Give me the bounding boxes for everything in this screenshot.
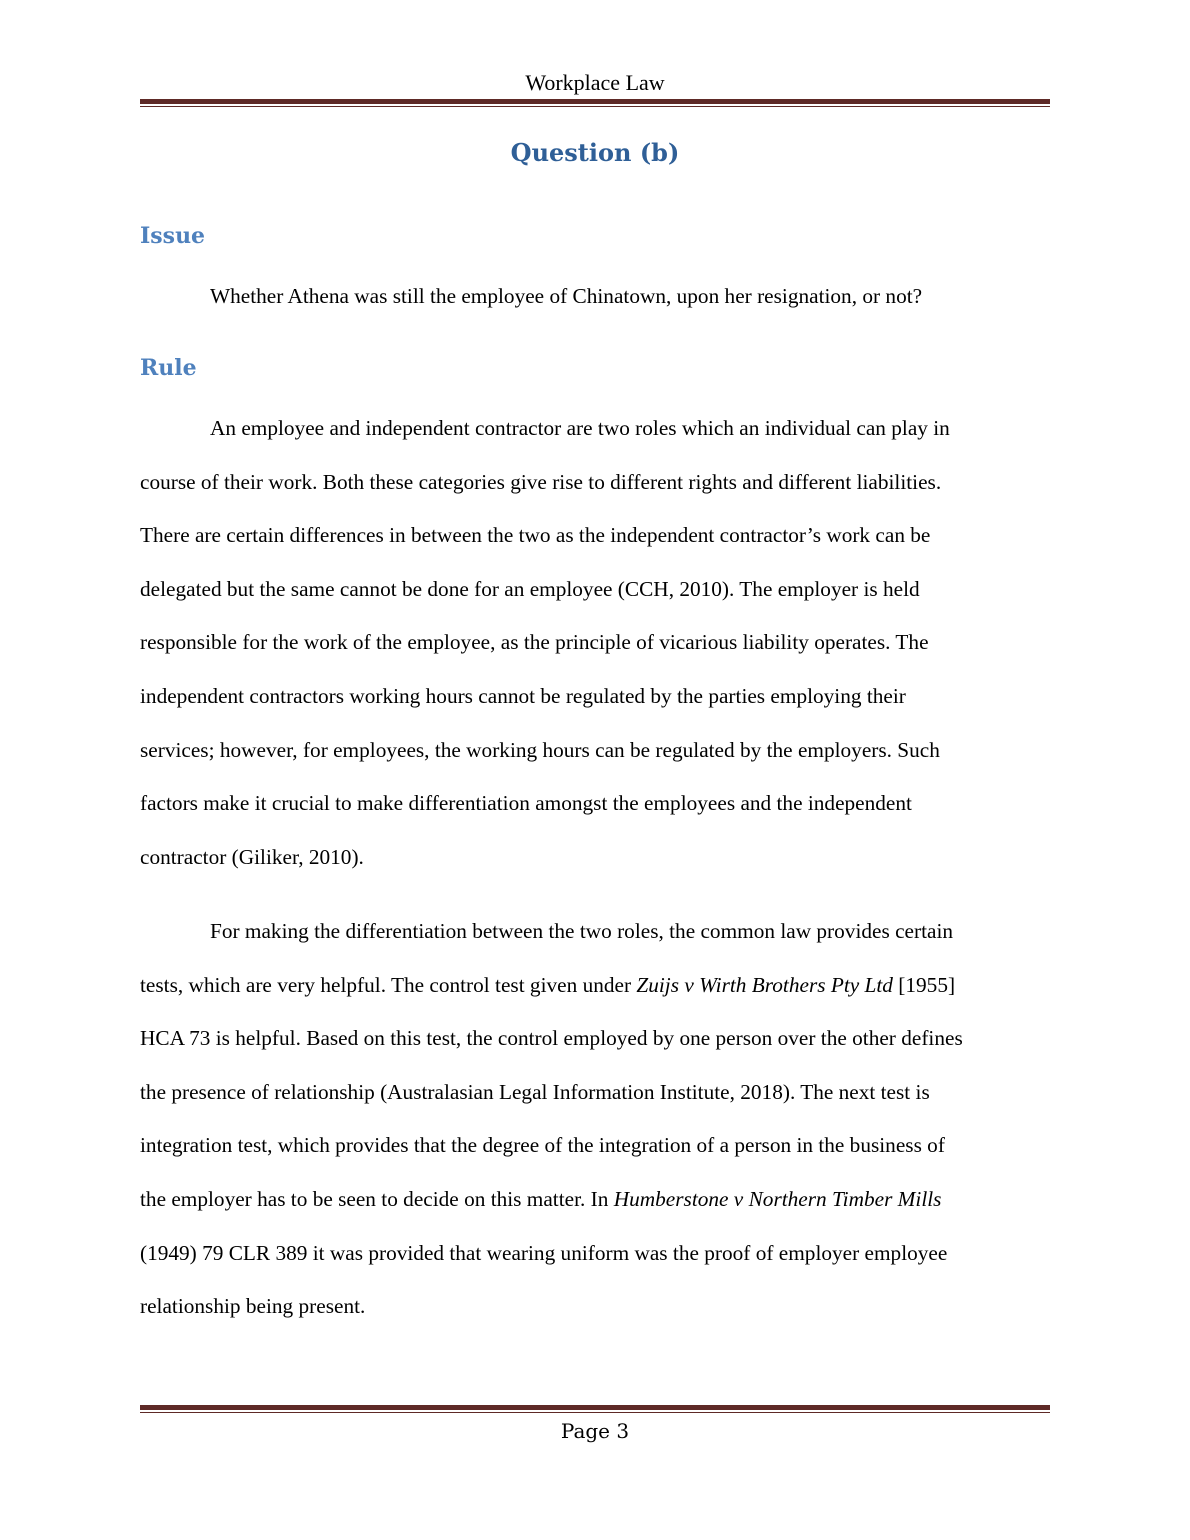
- issue-heading: Issue: [140, 223, 206, 249]
- running-header: Workplace Law: [525, 70, 665, 95]
- paragraph-line: relationship being present.: [140, 1294, 366, 1319]
- paragraph-line: the presence of relationship (Australasian Legal Information Institute, 2018). The next test is: [140, 1079, 930, 1104]
- paragraph-line: [140, 1186, 1050, 1240]
- paragraph-line: responsible for the work of the employee, as the principle of vicarious liability operates. The: [140, 630, 929, 655]
- issue-paragraph: [140, 283, 1050, 337]
- paragraph-line: [140, 972, 1050, 1026]
- page-number: Page 3: [560, 1419, 630, 1443]
- rule-heading: Rule: [140, 355, 197, 381]
- text-run: [1955]: [892, 972, 956, 997]
- paragraph-line: There are certain differences in between the two as the independent contractor’s work can be: [140, 523, 931, 548]
- paragraph-line: independent contractors working hours cannot be regulated by the parties employing their: [140, 683, 906, 708]
- rule-paragraph-2: [140, 918, 1050, 1347]
- header-rule: [140, 99, 1050, 107]
- paragraph-line: (1949) 79 CLR 389 it was provided that wearing uniform was the proof of employer employee: [140, 1240, 948, 1265]
- paragraph-line: services; however, for employees, the working hours can be regulated by the employers. Such: [140, 737, 940, 762]
- text-run: tests, which are very helpful. The control test given under: [140, 972, 637, 997]
- issue-text: Whether Athena was still the employee of Chinatown, upon her resignation, or not?: [210, 284, 923, 308]
- paragraph-line: contractor (Giliker, 2010).: [140, 844, 364, 869]
- rule-paragraph-1: [140, 415, 1050, 897]
- paragraph-line: For making the differentiation between the two roles, the common law provides certain: [210, 919, 954, 943]
- paragraph-line: integration test, which provides that the degree of the integration of a person in the business of: [140, 1133, 945, 1158]
- paragraph-line: An employee and independent contractor are two roles which an individual can play in: [210, 416, 950, 440]
- paragraph-line: delegated but the same cannot be done for an employee (CCH, 2010). The employer is held: [140, 576, 920, 601]
- text-run: the employer has to be seen to decide on this matter. In: [140, 1186, 614, 1211]
- case-citation: Humberstone v Northern Timber Mills: [613, 1186, 942, 1211]
- paragraph-line: HCA 73 is helpful. Based on this test, the control employed by one person over the other defines: [140, 1026, 963, 1051]
- paragraph-line: factors make it crucial to make differentiation amongst the employees and the independent: [140, 791, 912, 816]
- case-citation: Zuijs v Wirth Brothers Pty Ltd: [636, 972, 893, 997]
- question-heading: Question (b): [510, 138, 680, 167]
- footer-rule: [140, 1405, 1050, 1413]
- paragraph-line: course of their work. Both these categories give rise to different rights and different liabilities.: [140, 469, 942, 494]
